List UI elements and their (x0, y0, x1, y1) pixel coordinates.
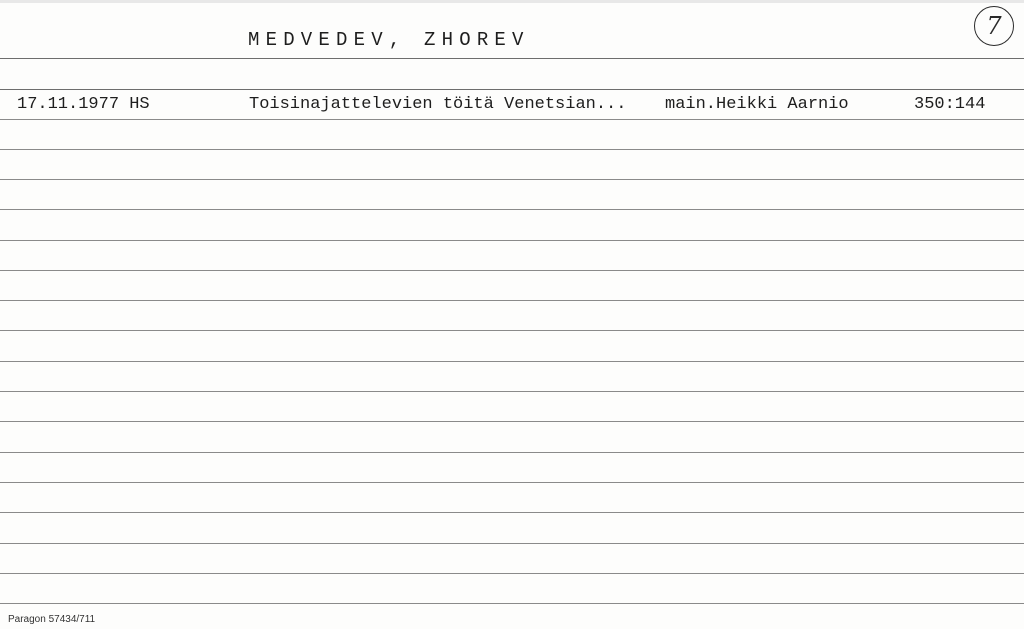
card-top-edge (0, 0, 1024, 3)
ruled-line (0, 300, 1024, 301)
entry-title: Toisinajattelevien töitä Venetsian... (249, 95, 627, 114)
card-heading: MEDVEDEV, ZHOREV (248, 29, 530, 51)
ruled-line (0, 330, 1024, 331)
ruled-line (0, 119, 1024, 120)
ruled-line (0, 512, 1024, 513)
ruled-line (0, 270, 1024, 271)
header-rule-bottom (0, 89, 1024, 90)
ruled-line (0, 543, 1024, 544)
ruled-line (0, 452, 1024, 453)
ruled-line (0, 573, 1024, 574)
entry-reference: 350:144 (914, 95, 986, 114)
ruled-line (0, 240, 1024, 241)
ruled-line (0, 421, 1024, 422)
ruled-line (0, 482, 1024, 483)
ruled-line (0, 391, 1024, 392)
ruled-line (0, 361, 1024, 362)
card-number-circle (974, 6, 1014, 46)
card-print-code: Paragon 57434/711 (8, 614, 96, 625)
header-rule-top (0, 58, 1024, 59)
entry-date-source: 17.11.1977 HS (17, 95, 150, 114)
ruled-line (0, 149, 1024, 150)
ruled-line (0, 603, 1024, 604)
card-number: 7 (986, 12, 1002, 40)
entry-mention: main.Heikki Aarnio (665, 95, 849, 114)
ruled-line (0, 179, 1024, 180)
ruled-line (0, 209, 1024, 210)
